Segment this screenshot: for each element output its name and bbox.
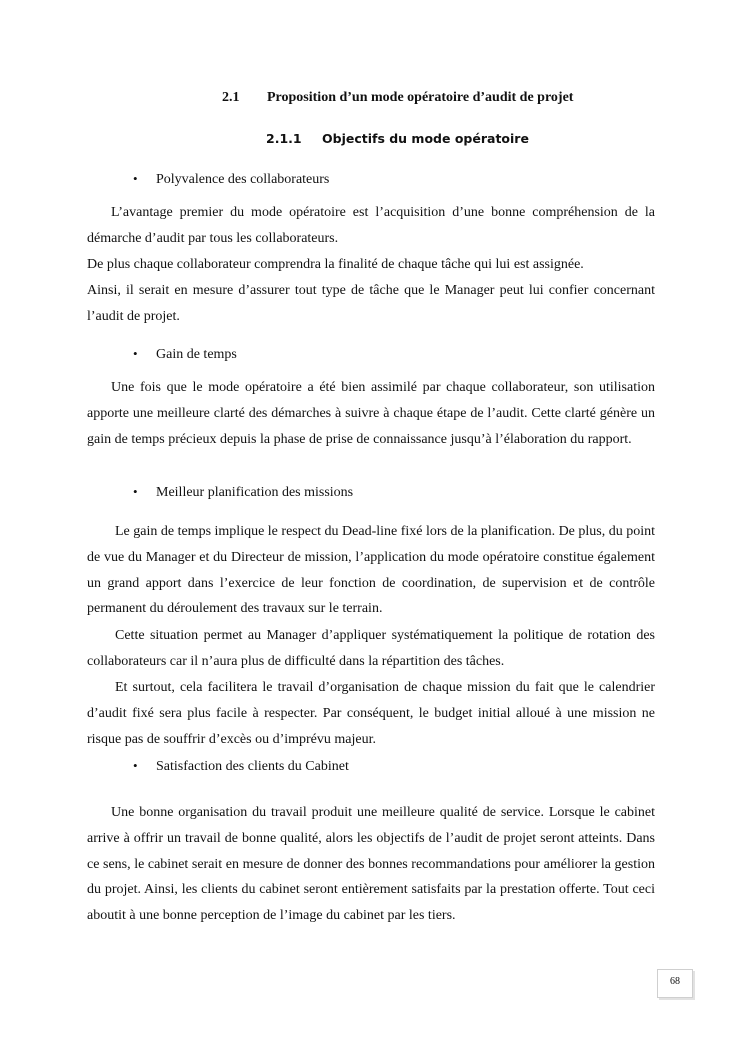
bullet-item (133, 346, 237, 363)
subsection-heading (266, 131, 529, 146)
bullet-item (133, 484, 353, 501)
bullet-label: Satisfaction des clients du Cabinet (156, 759, 349, 774)
bullet-icon: • (133, 758, 138, 773)
paragraph: Cette situation permet au Manager d’appliquer systématiquement la politique de rotation des collaborateurs car il n’aura plus de difficulté dans la répartition des tâches. (87, 628, 655, 669)
paragraph: Ainsi, il serait en mesure d’assurer tout type de tâche que le Manager peut lui confier concernant l’audit de projet. (87, 283, 655, 324)
subsection-number: 2.1.1 (266, 131, 302, 146)
bullet-label: Meilleur planification des missions (156, 485, 354, 500)
paragraph: Une fois que le mode opératoire a été bien assimilé par chaque collaborateur, son utilisation apporte une meilleure clarté des démarches à suivre à chaque étape de l’audit. Cette clarté génère un gain de temps précieux depuis la phase de prise de connaissance jusqu’à l’élaboration du rapport. (87, 380, 655, 447)
paragraph: Et surtout, cela facilitera le travail d’organisation de chaque mission du fait que le calendrier d’audit fixé sera plus facile à respecter. Par conséquent, le budget initial alloué à une mission ne risque pas de souffrir d’excès ou d’imprévu majeur. (87, 680, 655, 747)
bullet-icon: • (133, 171, 138, 186)
page-number: 68 (657, 969, 693, 998)
section-title: Proposition d’un mode opératoire d’audit de projet (267, 90, 574, 105)
bullet-label: Gain de temps (156, 347, 237, 362)
paragraph: L’avantage premier du mode opératoire est l’acquisition d’une bonne compréhension de la démarche d’audit par tous les collaborateurs. (87, 205, 655, 246)
subsection-title: Objectifs du mode opératoire (322, 131, 529, 146)
paragraph: De plus chaque collaborateur comprendra la finalité de chaque tâche qui lui est assignée. (87, 257, 584, 272)
bullet-item (133, 758, 349, 775)
bullet-icon: • (133, 484, 138, 499)
paragraph: Le gain de temps implique le respect du Dead-line fixé lors de la planification. De plus, du point de vue du Manager et du Directeur de mission, l’application du mode opératoire constitue également un grand apport dans l’exercice de leur fonction de coordination, de supervision et de contrôle permanent du déroulement des travaux sur le terrain. (87, 524, 656, 617)
section-number: 2.1 (222, 90, 240, 105)
bullet-item (133, 171, 329, 188)
paragraph: Une bonne organisation du travail produit une meilleure qualité de service. Lorsque le cabinet arrive à offrir un travail de bonne qualité, alors les objectifs de l’audit de projet seront atteints. Dans ce sens, le cabinet serait en mesure de donner des bonnes recommandations pour améliorer la gestion du projet. Ainsi, les clients du cabinet seront entièrement satisfaits par la prestation offerte. Tout ceci aboutit à une bonne perception de l’image du cabinet par les tiers. (87, 805, 655, 924)
bullet-label: Polyvalence des collaborateurs (156, 172, 330, 187)
bullet-icon: • (133, 346, 138, 361)
section-heading (222, 90, 573, 106)
